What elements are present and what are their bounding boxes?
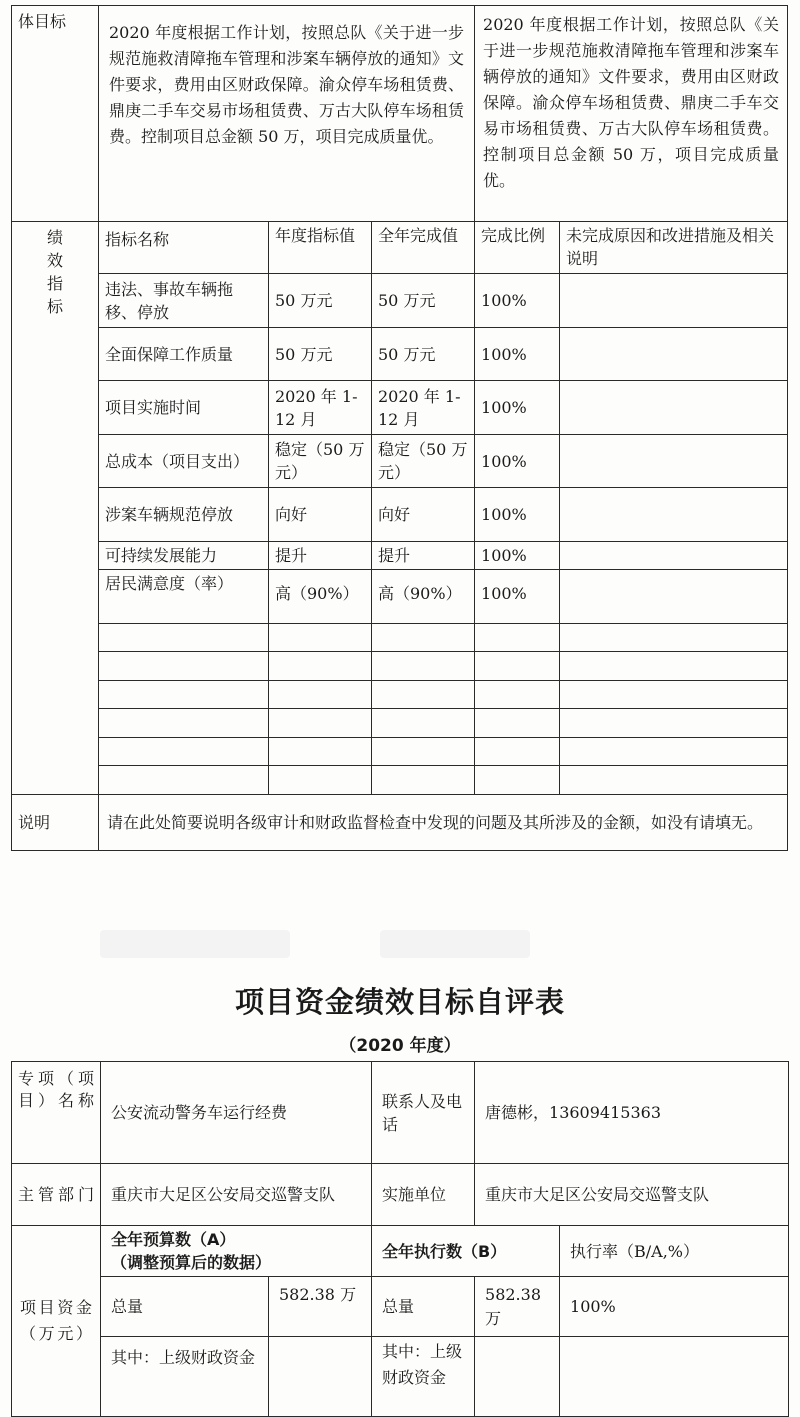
row-actual: 50 万元 (372, 328, 475, 381)
exec-total-label: 总量 (372, 1277, 475, 1337)
row-name: 涉案车辆规范停放 (99, 488, 269, 542)
remark-label: 说明 (12, 795, 99, 851)
row-note (560, 381, 788, 435)
row-target: 稳定（50 万元） (269, 435, 372, 488)
empty-row (12, 766, 788, 795)
scan-smudge (380, 930, 530, 958)
row-target: 2020 年 1-12 月 (269, 381, 372, 435)
performance-table (11, 5, 788, 851)
exec-header: 全年执行数（B） (372, 1226, 560, 1277)
row-actual: 高（90%） (372, 570, 475, 624)
rate-upper-value (560, 1337, 789, 1417)
page-subtitle: （2020 年度） (339, 1036, 461, 1056)
header-remarks: 未完成原因和改进措施及相关说明 (560, 222, 788, 274)
row-name: 居民满意度（率） (99, 570, 269, 624)
row-target: 向好 (269, 488, 372, 542)
table-row (12, 488, 788, 542)
goal-label: 体目标 (12, 6, 99, 222)
row-actual: 50 万元 (372, 274, 475, 328)
row-target: 提升 (269, 542, 372, 570)
indicator-label: 绩 效 指 标 (12, 222, 99, 795)
row-target: 50 万元 (269, 328, 372, 381)
row-target: 高（90%） (269, 570, 372, 624)
row-ratio: 100% (475, 435, 560, 488)
row-name: 违法、事故车辆拖移、停放 (99, 274, 269, 328)
exec-total-value: 582.38 万 (475, 1277, 560, 1337)
exec-upper-label: 其中：上级财政资金 (372, 1337, 475, 1417)
table-row (12, 542, 788, 570)
row-name: 总成本（项目支出） (99, 435, 269, 488)
row-target: 50 万元 (269, 274, 372, 328)
row-actual: 稳定（50 万元） (372, 435, 475, 488)
empty-row (12, 738, 788, 766)
row-ratio: 100% (475, 542, 560, 570)
row-name: 项目实施时间 (99, 381, 269, 435)
exec-upper-value (475, 1337, 560, 1417)
table-row (12, 381, 788, 435)
contact-value: 唐德彬，13609415363 (475, 1062, 789, 1164)
unit-label: 实施单位 (372, 1164, 475, 1226)
remark-text: 请在此处简要说明各级审计和财政监督检查中发现的问题及其所涉及的金额，如没有请填无。 (99, 795, 788, 851)
rate-total-value: 100% (560, 1277, 789, 1337)
header-indicator-name: 指标名称 (99, 222, 269, 274)
header-completion-ratio: 完成比例 (475, 222, 560, 274)
goal-right-text: 2020 年度根据工作计划，按照总队《关于进一步规范施救清障拖车管理和涉案车辆停放的通知》文件要求，费用由区财政保障。渝众停车场租赁费、鼎庚二手车交易市场租赁费、万古大队停车场租赁费。控制项目总金额 50 万，项目完成质量优。 (475, 6, 788, 222)
empty-row (12, 624, 788, 652)
row-note (560, 274, 788, 328)
upper-funds-label: 其中：上级财政资金 (101, 1337, 269, 1417)
table-row (12, 570, 788, 624)
dept-value: 重庆市大足区公安局交巡警支队 (101, 1164, 372, 1226)
budget-total-value: 582.38 万 (269, 1277, 372, 1337)
row-note (560, 328, 788, 381)
dept-label: 主管部门 (12, 1164, 101, 1226)
rate-header: 执行率（B/A,%） (560, 1226, 789, 1277)
table-row (12, 274, 788, 328)
fund-label: 项目资金（万元） (12, 1226, 101, 1417)
row-ratio: 100% (475, 274, 560, 328)
self-evaluation-table (11, 1061, 789, 1417)
row-name: 全面保障工作质量 (99, 328, 269, 381)
empty-row (12, 681, 788, 709)
empty-row (12, 652, 788, 681)
goal-left-text: 2020 年度根据工作计划，按照总队《关于进一步规范施救清障拖车管理和涉案车辆停放的通知》文件要求，费用由区财政保障。渝众停车场租赁费、鼎庚二手车交易市场租赁费、万古大队停车场租赁费。控制项目总金额 50 万，项目完成质量优。 (99, 6, 475, 222)
row-note (560, 542, 788, 570)
table-row (12, 328, 788, 381)
row-name: 可持续发展能力 (99, 542, 269, 570)
scan-smudge (100, 930, 290, 958)
row-note (560, 570, 788, 624)
budget-header: 全年预算数（A） （调整预算后的数据） (101, 1226, 372, 1277)
row-ratio: 100% (475, 488, 560, 542)
contact-label: 联系人及电话 (372, 1062, 475, 1164)
header-actual-value: 全年完成值 (372, 222, 475, 274)
upper-funds-value (269, 1337, 372, 1417)
row-note (560, 488, 788, 542)
budget-total-label: 总量 (101, 1277, 269, 1337)
project-name: 公安流动警务车运行经费 (101, 1062, 372, 1164)
page-title: 项目资金绩效目标自评表 (234, 985, 565, 1019)
table-row (12, 435, 788, 488)
row-actual: 2020 年 1-12 月 (372, 381, 475, 435)
row-note (560, 435, 788, 488)
row-ratio: 100% (475, 328, 560, 381)
row-actual: 向好 (372, 488, 475, 542)
unit-value: 重庆市大足区公安局交巡警支队 (475, 1164, 789, 1226)
row-ratio: 100% (475, 570, 560, 624)
row-actual: 提升 (372, 542, 475, 570)
row-ratio: 100% (475, 381, 560, 435)
empty-row (12, 709, 788, 738)
project-name-label: 专项（项目）名称 (12, 1062, 101, 1164)
header-target-value: 年度指标值 (269, 222, 372, 274)
